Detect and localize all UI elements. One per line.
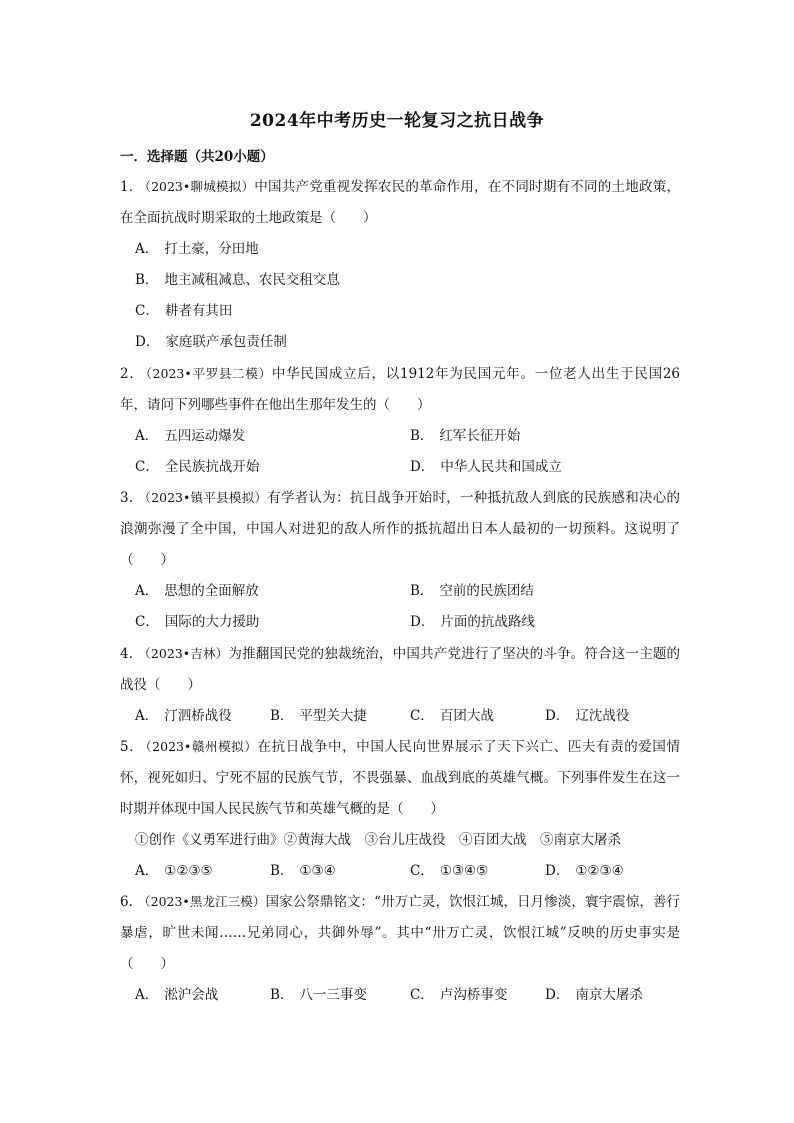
option-row [120, 576, 680, 607]
option-b[interactable]: B． 八一三事变 [270, 987, 367, 1003]
option-a[interactable]: A． 淞沪会战 [135, 987, 219, 1003]
option-row [120, 452, 680, 483]
option-a[interactable]: A． ①②③⑤ [135, 863, 213, 879]
question-text: 国家公祭鼎铭文：“卅万亡灵，饮恨江城，日月惨淡，寰宇震惊，善行暴虐，旷世未闻……兄弟同心，共御外辱”。其中“卅万亡灵，饮恨江城”反映的历史事实是（ ） [120, 894, 681, 972]
option-d[interactable]: D． ①②③④ [545, 863, 624, 879]
option-row [120, 856, 680, 887]
question-text: 在抗日战争中，中国人民向世界展示了天下兴亡、匹夫有责的爱国情怀，视死如归、宁死不屈的民族气节，不畏强暴、血战到底的英雄气概。下列事件发生在这一时期并体现中国人民民族气节和英雄气概的是（ ） [120, 739, 681, 817]
question-1 [120, 171, 680, 358]
option-a[interactable]: A． 思想的全面解放 [135, 583, 259, 599]
question-number: 4． [120, 646, 143, 662]
question-5 [120, 731, 680, 887]
section-heading: 一．选择题（共20小题） [120, 149, 274, 165]
option-b[interactable]: B． 平型关大捷 [270, 708, 367, 724]
option-row [120, 607, 680, 638]
question-text: 中华民国成立后，以1912年为民国元年。一位老人出生于民国26年，请问下列哪些事件在他出生那年发生的（ ） [120, 366, 680, 413]
question-text: 中国共产党重视发挥农民的革命作用，在不同时期有不同的土地政策，在全面抗战时期采取的土地政策是（ ） [120, 179, 681, 226]
option-c[interactable]: C． 全民族抗战开始 [135, 459, 260, 475]
option-row [120, 980, 680, 1011]
option-c[interactable]: C． 卢沟桥事变 [410, 987, 508, 1003]
question-source: （2023•镇平县模拟） [144, 490, 268, 505]
option-c[interactable]: C． 耕者有其田 [135, 303, 233, 319]
option-row [120, 234, 680, 265]
question-text: 为推翻国民党的独裁统治，中国共产党进行了坚决的斗争。符合这一主题的战役（ ） [120, 646, 681, 693]
option-c[interactable]: C． 国际的大力援助 [135, 614, 260, 630]
option-a[interactable]: A． 五四运动爆发 [135, 428, 246, 444]
option-c[interactable]: C． 百团大战 [410, 708, 494, 724]
question-text: 有学者认为：抗日战争开始时，一种抵抗敌人到底的民族感和决心的浪潮弥漫了全中国，中国人对进犯的敌人所作的抵抗超出日本人最初的一切预料。这说明了（ ） [120, 490, 681, 568]
question-2 [120, 358, 680, 483]
question-number: 5． [120, 739, 144, 755]
option-row [120, 421, 680, 452]
option-d[interactable]: D． 辽沈战役 [545, 708, 630, 724]
option-d[interactable]: D． 中华人民共和国成立 [410, 459, 562, 475]
option-c[interactable]: C． ①③④⑤ [410, 863, 489, 879]
option-row [120, 265, 680, 296]
question-6 [120, 886, 680, 1011]
question-source: （2023•黑龙江三模） [144, 894, 266, 909]
option-d[interactable]: D． 南京大屠杀 [545, 987, 643, 1003]
option-row [120, 296, 680, 327]
question-stem [120, 171, 680, 234]
option-a[interactable]: A． 打土豪，分田地 [135, 241, 259, 257]
option-d[interactable]: D． 片面的抗战路线 [410, 614, 535, 630]
question-source: （2023•平罗县二模） [145, 366, 272, 381]
question-4 [120, 638, 680, 732]
question-number: 6． [120, 894, 143, 910]
question-stem [120, 482, 680, 576]
option-b[interactable]: B． 地主减租减息、农民交租交息 [135, 272, 340, 288]
option-row [120, 327, 680, 358]
question-stem [120, 731, 680, 825]
option-b[interactable]: B． 空前的民族团结 [410, 583, 534, 599]
option-b[interactable]: B． 红军长征开始 [410, 428, 521, 444]
question-stem [120, 886, 680, 980]
question-source: （2023•赣州模拟） [145, 739, 258, 754]
event-list: ①创作《义勇军进行曲》②黄海大战 ③台儿庄战役 ④百团大战 ⑤南京大屠杀 [135, 832, 621, 848]
question-number: 3． [120, 490, 143, 506]
option-b[interactable]: B． ①③④ [270, 863, 336, 879]
question-source: （2023•吉林） [144, 646, 229, 661]
question-source: （2023•聊城模拟） [144, 179, 255, 194]
question-3 [120, 482, 680, 638]
question-number: 2． [120, 366, 144, 382]
option-d[interactable]: D． 家庭联产承包责任制 [135, 334, 287, 350]
option-row [120, 701, 680, 732]
question-number: 1． [120, 179, 143, 195]
document-title: 2024年中考历史一轮复习之抗日战争 [249, 111, 545, 131]
option-a[interactable]: A． 汀泗桥战役 [135, 708, 232, 724]
question-stem [120, 358, 680, 421]
question-stem [120, 638, 680, 701]
